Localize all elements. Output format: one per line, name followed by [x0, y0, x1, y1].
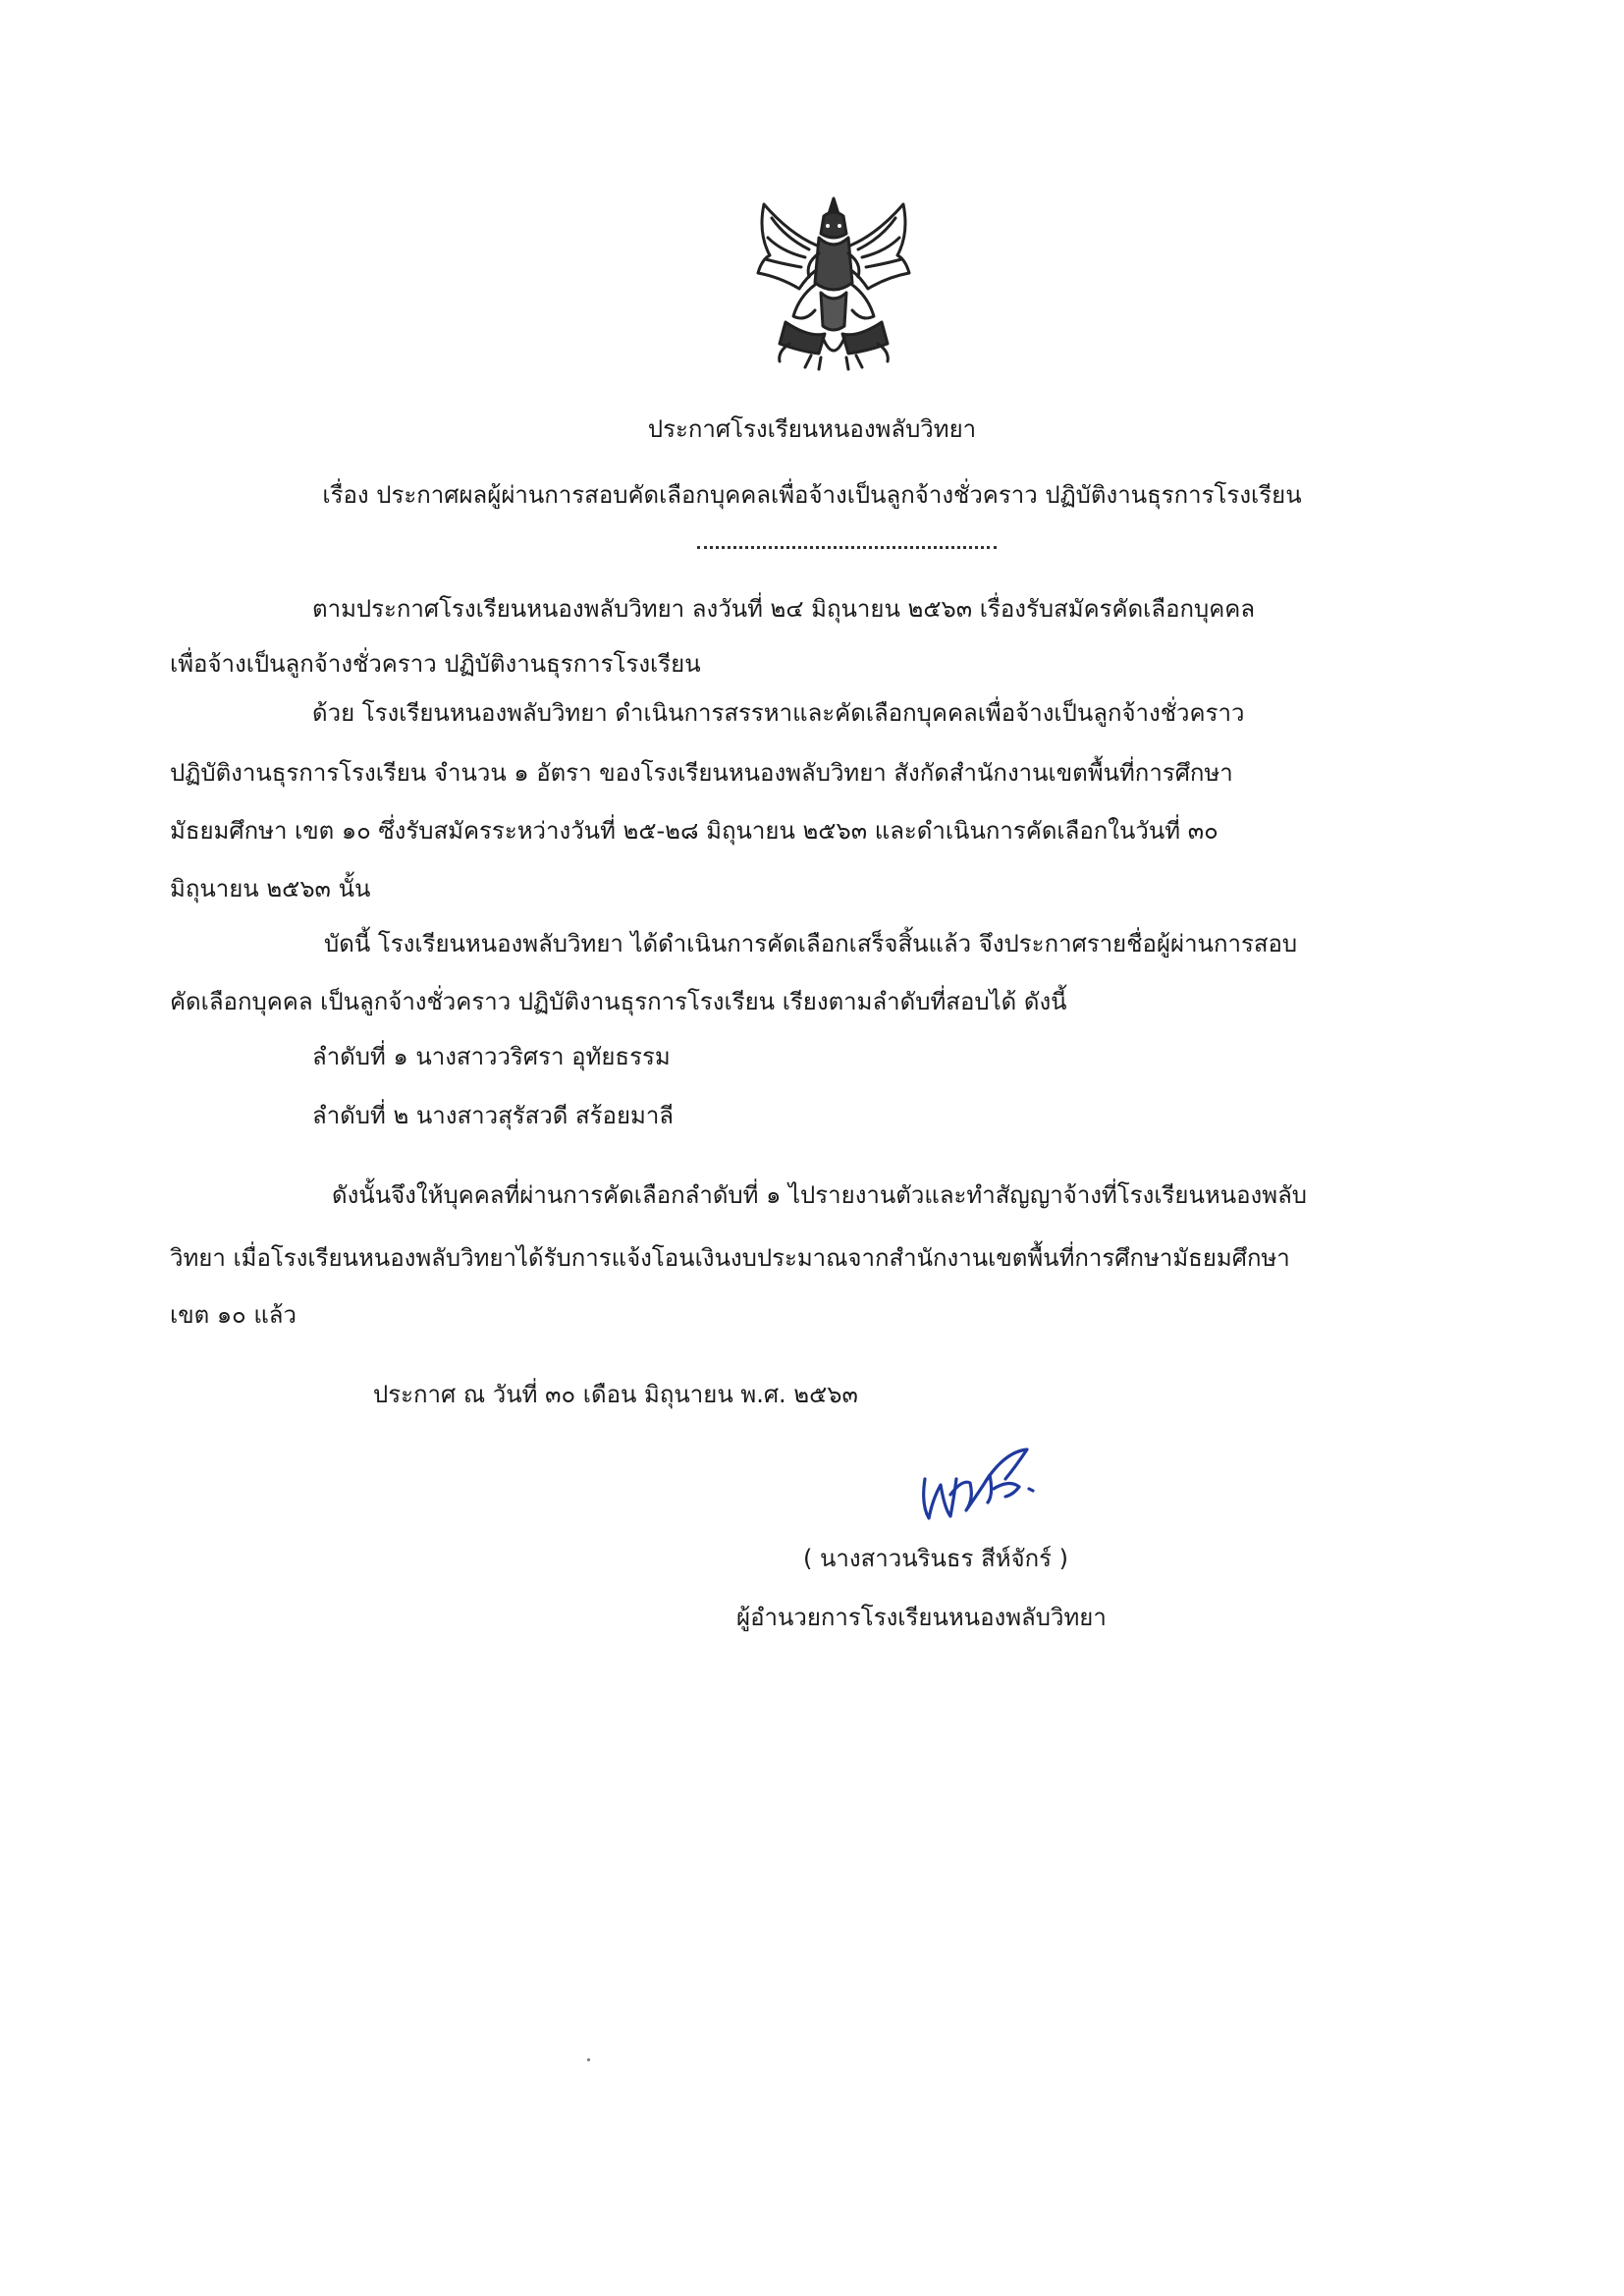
- rank-item-1: ลำดับที่ ๑ นางสาววริศรา อุทัยธรรม: [312, 1043, 671, 1070]
- signatory-name: ( นางสาวนรินธร สีห์จักร์ ): [803, 1545, 1069, 1572]
- dotted-separator: [697, 546, 997, 549]
- announcement-subject: เรื่อง ประกาศผลผู้ผ่านการสอบคัดเลือกบุคคลเพื่อจ้างเป็นลูกจ้างชั่วคราว ปฏิบัติงานธุรการโรงเรียน: [322, 481, 1302, 509]
- scan-speck: [587, 2058, 590, 2061]
- para1-line2: เพื่อจ้างเป็นลูกจ้างชั่วคราว ปฏิบัติงานธุรการโรงเรียน: [170, 650, 701, 678]
- para4-line2: วิทยา เมื่อโรงเรียนหนองพลับวิทยาได้รับการแจ้งโอนเงินงบประมาณจากสำนักงานเขตพื้นที่การศึกษามัธยมศึกษา: [170, 1244, 1290, 1272]
- para4-line3: เขต ๑๐ แล้ว: [170, 1301, 297, 1329]
- para2-line1: ด้วย โรงเรียนหนองพลับวิทยา ดำเนินการสรรหาและคัดเลือกบุคคลเพื่อจ้างเป็นลูกจ้างชั่วคราว: [312, 699, 1245, 727]
- rank-item-2: ลำดับที่ ๒ นางสาวสุรัสวดี สร้อยมาลี: [312, 1102, 675, 1129]
- para2-line2: ปฏิบัติงานธุรการโรงเรียน จำนวน ๑ อัตรา ของโรงเรียนหนองพลับวิทยา สังกัดสำนักงานเขตพื้นที่การศึกษา: [170, 759, 1233, 787]
- handwritten-signature-icon: [911, 1440, 1058, 1528]
- announce-date: ประกาศ ณ วันที่ ๓๐ เดือน มิถุนายน พ.ศ. ๒๕๖๓: [373, 1381, 858, 1408]
- para4-line1: ดังนั้นจึงให้บุคคลที่ผ่านการคัดเลือกลำดับที่ ๑ ไปรายงานตัวและทำสัญญาจ้างที่โรงเรียนหนองพลับ: [332, 1181, 1308, 1209]
- para2-line3: มัธยมศึกษา เขต ๑๐ ซึ่งรับสมัครระหว่างวันที่ ๒๕-๒๘ มิถุนายน ๒๕๖๓ และดำเนินการคัดเลือกในวันที่ ๓๐: [170, 817, 1218, 845]
- para2-line4: มิถุนายน ๒๕๖๓ นั้น: [170, 875, 371, 902]
- para1-line1: ตามประกาศโรงเรียนหนองพลับวิทยา ลงวันที่ ๒๔ มิถุนายน ๒๕๖๓ เรื่องรับสมัครคัดเลือกบุคคล: [312, 595, 1256, 623]
- signatory-position: ผู้อำนวยการโรงเรียนหนองพลับวิทยา: [736, 1604, 1107, 1631]
- announcement-title: ประกาศโรงเรียนหนองพลับวิทยา: [647, 415, 977, 443]
- garuda-emblem-icon: [750, 194, 917, 371]
- para3-line1: บัดนี้ โรงเรียนหนองพลับวิทยา ได้ดำเนินการคัดเลือกเสร็จสิ้นแล้ว จึงประกาศรายชื่อผู้ผ่านการสอบ: [324, 930, 1298, 957]
- para3-line2: คัดเลือกบุคคล เป็นลูกจ้างชั่วคราว ปฏิบัติงานธุรการโรงเรียน เรียงตามลำดับที่สอบได้ ดังนี้: [170, 988, 1067, 1015]
